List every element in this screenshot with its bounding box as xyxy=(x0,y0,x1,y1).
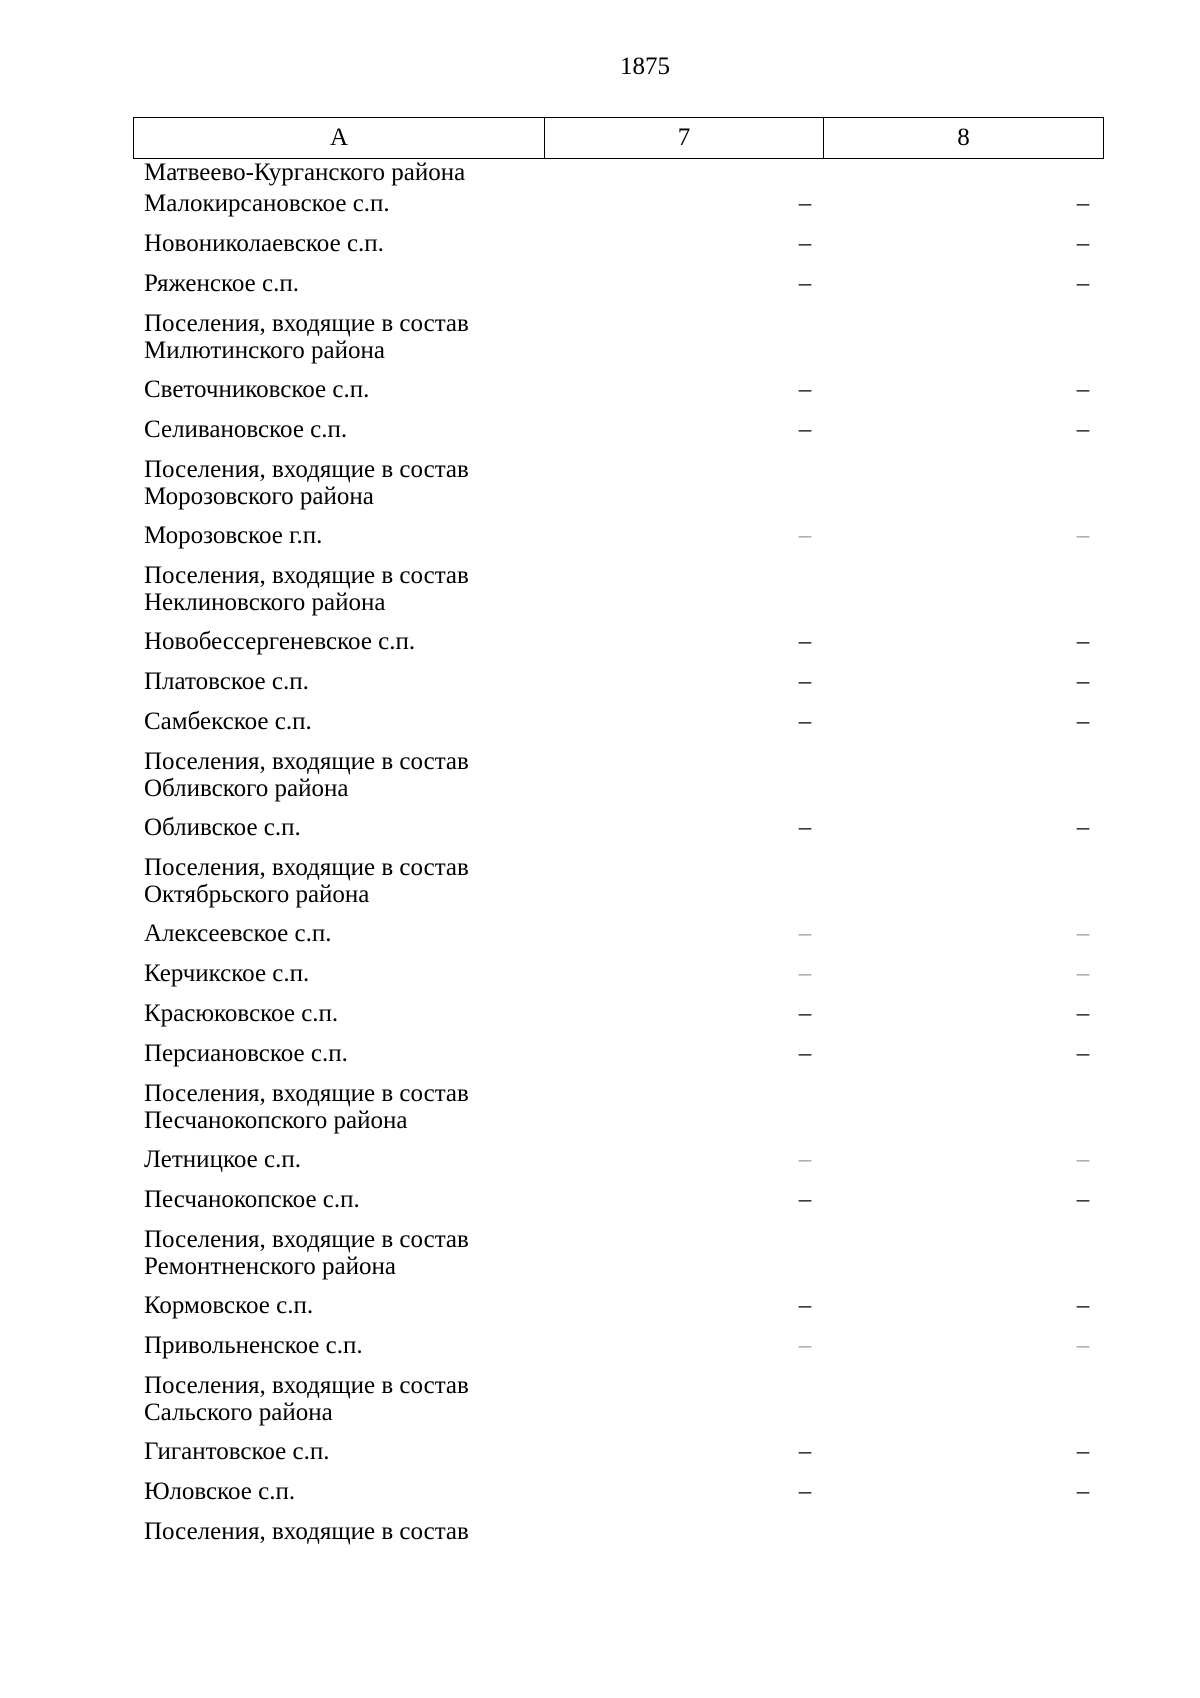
settlement-name: Персиановское с.п. xyxy=(144,1040,348,1067)
value-col-8: – xyxy=(1076,668,1090,695)
table-row xyxy=(133,372,1103,412)
settlement-name: Поселения, входящие в состав Неклиновского района xyxy=(144,562,469,616)
table-row xyxy=(133,558,1103,624)
value-col-7: – xyxy=(798,376,812,403)
table-row xyxy=(133,916,1103,956)
value-col-8: – xyxy=(1076,230,1090,257)
settlement-name: Светочниковское с.п. xyxy=(144,376,370,403)
table-row xyxy=(133,1368,1103,1434)
table-row xyxy=(133,306,1103,372)
table-row xyxy=(133,518,1103,558)
settlement-name: Поселения, входящие в состав Песчанокопского района xyxy=(144,1080,469,1134)
value-col-8: – xyxy=(1076,1332,1090,1359)
value-col-7: – xyxy=(798,416,812,443)
value-col-7: – xyxy=(798,1438,812,1465)
value-col-7: – xyxy=(798,1478,812,1505)
value-col-8: – xyxy=(1076,628,1090,655)
value-col-7: – xyxy=(798,668,812,695)
table-row xyxy=(133,624,1103,664)
value-col-7: – xyxy=(798,230,812,257)
value-col-7: – xyxy=(798,1146,812,1173)
table-row xyxy=(133,226,1103,266)
table-row xyxy=(133,266,1103,306)
table-row xyxy=(133,1142,1103,1182)
settlement-name: Морозовское г.п. xyxy=(144,522,323,549)
header-cell-a: А xyxy=(134,118,545,159)
value-col-8: – xyxy=(1076,1292,1090,1319)
settlement-name: Юловское с.п. xyxy=(144,1478,296,1505)
settlement-name: Малокирсановское с.п. xyxy=(144,190,390,217)
value-col-7: – xyxy=(798,270,812,297)
value-col-8: – xyxy=(1076,1478,1090,1505)
settlement-name: Привольненское с.п. xyxy=(144,1332,363,1359)
header-cell-7: 7 xyxy=(545,118,824,159)
table-row xyxy=(133,1222,1103,1288)
settlement-name: Платовское с.п. xyxy=(144,668,309,695)
value-col-7: – xyxy=(798,522,812,549)
table-row xyxy=(133,1474,1103,1514)
table-row xyxy=(133,744,1103,810)
settlement-name: Алексеевское с.п. xyxy=(144,920,332,947)
value-col-8: – xyxy=(1076,708,1090,735)
settlement-name: Поселения, входящие в состав Морозовского района xyxy=(144,456,469,510)
value-col-8: – xyxy=(1076,416,1090,443)
value-col-7: – xyxy=(798,1292,812,1319)
table-body xyxy=(133,158,1103,1554)
value-col-7: – xyxy=(798,190,812,217)
settlement-name: Поселения, входящие в состав Ремонтненского района xyxy=(144,1226,469,1280)
value-col-8: – xyxy=(1076,1438,1090,1465)
table-row xyxy=(133,158,1103,186)
settlement-name: Ряженское с.п. xyxy=(144,270,299,297)
settlement-name: Поселения, входящие в состав Обливского района xyxy=(144,748,469,802)
table-row xyxy=(133,1076,1103,1142)
table-row xyxy=(133,1328,1103,1368)
table-row xyxy=(133,956,1103,996)
value-col-8: – xyxy=(1076,960,1090,987)
value-col-7: – xyxy=(798,1040,812,1067)
table-row xyxy=(133,1182,1103,1222)
settlement-name: Кормовское с.п. xyxy=(144,1292,314,1319)
value-col-7: – xyxy=(798,628,812,655)
settlement-name: Поселения, входящие в состав xyxy=(144,1518,469,1545)
table-row xyxy=(133,186,1103,226)
table-row xyxy=(133,412,1103,452)
value-col-8: – xyxy=(1076,1040,1090,1067)
table-row xyxy=(133,1036,1103,1076)
settlement-name: Обливское с.п. xyxy=(144,814,301,841)
settlement-name: Новониколаевское с.п. xyxy=(144,230,384,257)
table-row xyxy=(133,996,1103,1036)
value-col-8: – xyxy=(1076,920,1090,947)
settlement-name: Матвеево-Курганского района xyxy=(144,159,466,186)
table-row xyxy=(133,1514,1103,1554)
settlement-name: Поселения, входящие в состав Октябрьского района xyxy=(144,854,469,908)
settlement-name: Песчанокопское с.п. xyxy=(144,1186,360,1213)
value-col-7: – xyxy=(798,960,812,987)
table-row xyxy=(133,1288,1103,1328)
value-col-8: – xyxy=(1076,1000,1090,1027)
settlement-name: Поселения, входящие в состав Сальского района xyxy=(144,1372,469,1426)
value-col-7: – xyxy=(798,1000,812,1027)
settlement-name: Поселения, входящие в состав Милютинского района xyxy=(144,310,469,364)
table-row xyxy=(133,664,1103,704)
value-col-7: – xyxy=(798,1186,812,1213)
table-row xyxy=(133,1434,1103,1474)
settlement-name: Гигантовское с.п. xyxy=(144,1438,330,1465)
table-row xyxy=(133,850,1103,916)
page-number: 1875 xyxy=(620,53,670,80)
value-col-7: – xyxy=(798,708,812,735)
header-cell-8: 8 xyxy=(824,118,1104,159)
table-row xyxy=(133,704,1103,744)
table-header xyxy=(133,117,1104,159)
table-row xyxy=(133,452,1103,518)
value-col-8: – xyxy=(1076,1186,1090,1213)
value-col-7: – xyxy=(798,1332,812,1359)
value-col-8: – xyxy=(1076,190,1090,217)
value-col-8: – xyxy=(1076,376,1090,403)
value-col-8: – xyxy=(1076,522,1090,549)
settlement-name: Красюковское с.п. xyxy=(144,1000,339,1027)
settlement-name: Самбекское с.п. xyxy=(144,708,312,735)
settlement-name: Летницкое с.п. xyxy=(144,1146,301,1173)
settlement-name: Керчикское с.п. xyxy=(144,960,310,987)
value-col-8: – xyxy=(1076,270,1090,297)
settlement-name: Селивановское с.п. xyxy=(144,416,348,443)
settlement-name: Новобессергеневское с.п. xyxy=(144,628,416,655)
value-col-8: – xyxy=(1076,1146,1090,1173)
table-row xyxy=(133,810,1103,850)
value-col-7: – xyxy=(798,814,812,841)
value-col-7: – xyxy=(798,920,812,947)
value-col-8: – xyxy=(1076,814,1090,841)
